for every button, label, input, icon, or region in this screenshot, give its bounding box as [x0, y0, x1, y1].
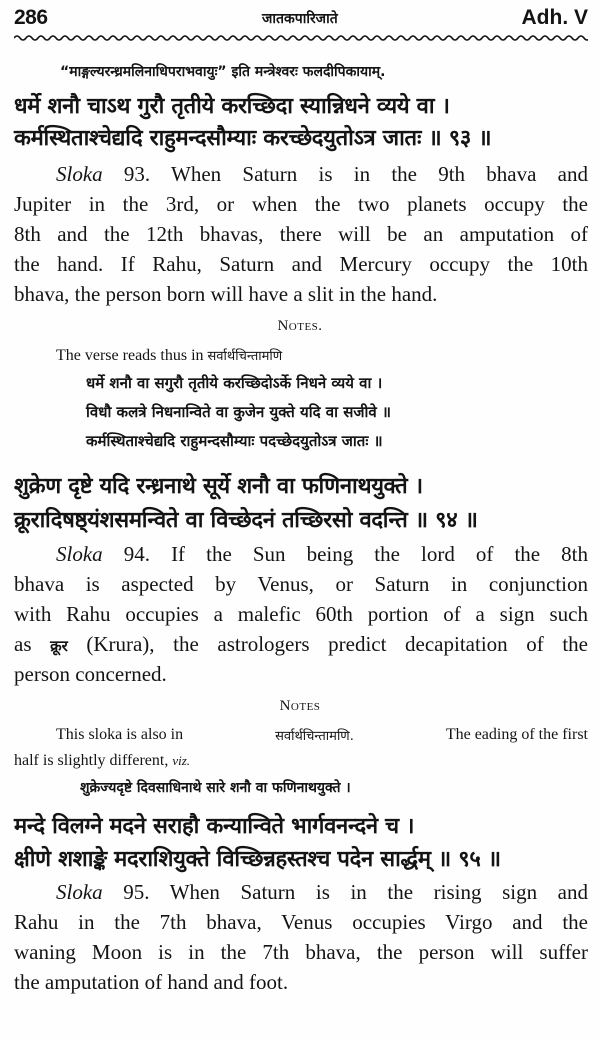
sloka-94-line-3: with Rahu occupies a malefic 60th portion of a sign such [14, 602, 588, 626]
sloka-text: If the Sun being the lord of the 8th [171, 542, 589, 566]
sloka-94-line-1 [56, 542, 588, 567]
verse-94-line-1: शुक्रेण दृष्टे यदि रन्ध्रनाथे सूर्ये शनौ वा फणिनाथयुक्ते । [14, 474, 423, 499]
sloka-93-line-3: 8th and the 12th bhavas, there will be an amputation of [14, 222, 588, 246]
notes-source: सर्वार्थचिन्तामणि [207, 349, 283, 364]
verse-93-line-2: कर्मस्थिताश्चेद्यदि राहुमन्दसौम्याः करच्छेदयुतोऽत्र जातः ॥ ९३ ॥ [14, 126, 492, 151]
verse-95-line-1: मन्दे विलग्ने मदने सराहौ कन्यान्विते भार्गवनन्दने च । [14, 814, 415, 839]
notes-2-line-2 [14, 752, 190, 770]
notes-1-intro [56, 346, 282, 365]
sloka-number: 95. [123, 880, 150, 904]
verse-95-line-2: क्षीणे शशाङ्के मदराशियुक्ते विच्छिन्नहस्तश्च पदेन सार्द्धम् ॥ ९५ ॥ [14, 847, 501, 872]
viz-abbrev: viz. [172, 753, 191, 768]
sloka-93-line-4: the hand. If Rahu, Saturn and Mercury occupy the 10th [14, 252, 588, 276]
sloka-95-line-4: the amputation of hand and foot. [14, 970, 289, 994]
sloka-number: 94. [123, 542, 150, 566]
verse-94-line-2: क्रूरादिषष्ठ्यंशसमन्विते वा विच्छेदनं तच्छिरसो वदन्ति ॥ ९४ ॥ [14, 508, 478, 533]
notes-source: सर्वार्थचिन्तामणि. [275, 729, 354, 744]
sloka-text: as [14, 632, 32, 656]
page-number: 286 [14, 6, 48, 29]
notes-1-verse-line-2: विधौ कलत्रे निधनान्विते वा कुजेन युक्ते यदि वा सजीवे ॥ [86, 403, 391, 421]
running-title: जातकपारिजाते [262, 11, 338, 27]
sloka-95-line-1 [56, 880, 588, 905]
sloka-label: Sloka [56, 542, 103, 566]
krura-devanagari: क्रूर [50, 637, 68, 655]
sloka-label: Sloka [56, 880, 103, 904]
sloka-text: When Saturn is in the 9th bhava and [171, 162, 589, 186]
notes-1-verse-line-1: धर्मे शनौ वा सगुरौ तृतीये करच्छिदोऽर्के निधने व्यये वा । [86, 374, 383, 392]
sloka-text: (Krura), the astrologers predict decapitation of the [86, 632, 588, 656]
running-header [14, 6, 588, 32]
notes-heading: Notes. [277, 318, 323, 334]
sloka-93-line-1 [56, 162, 588, 187]
wavy-divider [14, 34, 588, 42]
notes-2-line-1 [56, 726, 588, 744]
notes-text: half is slightly different, [14, 752, 169, 769]
notes-text: The eading of the first [445, 726, 588, 743]
notes-text: This sloka is also in [56, 726, 184, 743]
notes-heading: Notes [279, 698, 321, 714]
sloka-94-line-2: bhava is aspected by Venus, or Saturn in conjunction [14, 572, 588, 596]
sloka-94-line-4 [14, 632, 588, 657]
chapter-label: Adh. V [521, 6, 588, 29]
sloka-95-line-2: Rahu in the 7th bhava, Venus occupies Virgo and the [14, 910, 588, 934]
sloka-94-line-5: person concerned. [14, 662, 167, 686]
sloka-95-line-3: waning Moon is in the 7th bhava, the person will suffer [14, 940, 588, 964]
notes-intro-text: The verse reads thus in [56, 347, 204, 364]
sloka-label: Sloka [56, 162, 103, 186]
verse-93-line-1: धर्मे शनौ चाऽथ गुरौ तृतीये करच्छिदा स्यान्निधने व्यये वा । [14, 94, 450, 119]
sloka-number: 93. [123, 162, 151, 186]
sloka-93-line-5: bhava, the person born will have a slit in the hand. [14, 282, 438, 306]
sloka-text: When Saturn is in the rising sign and [169, 880, 588, 904]
sloka-93-line-2: Jupiter in the 3rd, or when the two planets occupy the [14, 192, 588, 216]
notes-1-verse-line-3: कर्मस्थिताश्चेद्यदि राहुमन्दसौम्याः पदच्छेदयुतोऽत्र जातः ॥ [86, 432, 383, 450]
notes-2-verse-line: शुक्रेज्यदृष्टे दिवसाधिनाथे सारे शनौ वा फणिनाथयुक्ते । [80, 780, 351, 796]
quote-line: “माङ्गल्यरन्ध्रमलिनाधिपराभवायुः” इति मन्त्रेश्वरः फलदीपिकायाम्. [60, 64, 386, 80]
